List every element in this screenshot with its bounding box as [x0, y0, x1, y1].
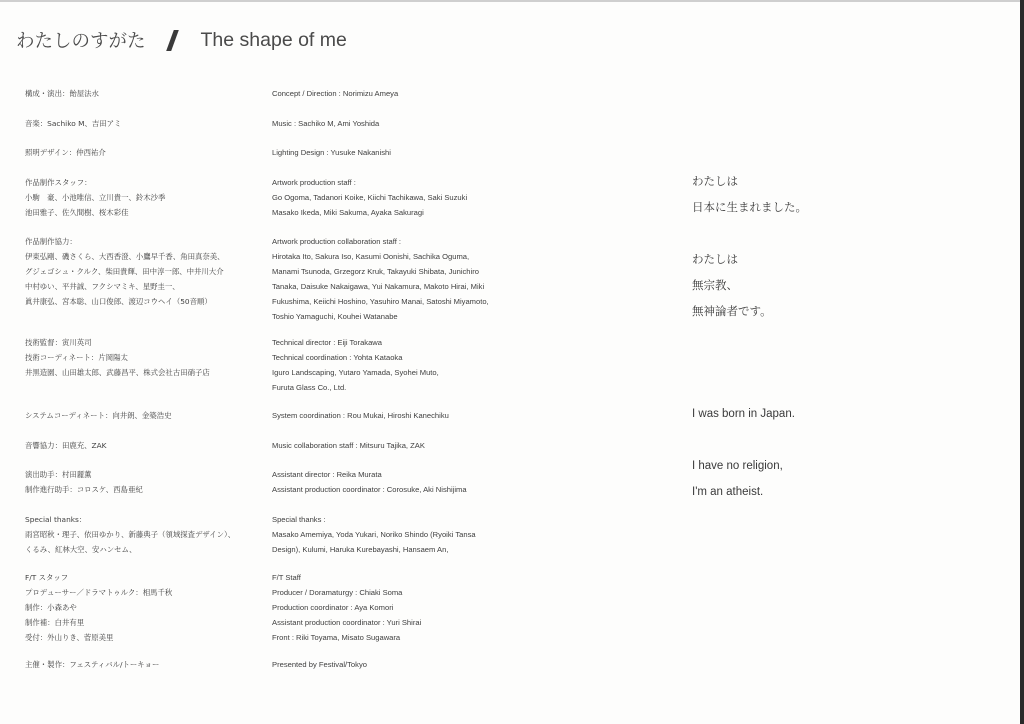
credit-en-line: Concept / Direction : Norimizu Ameya — [272, 89, 399, 98]
credit-jp-block — [25, 467, 260, 497]
credit-jp-line: プロデューサー／ドラマトゥルク：相馬千秋 — [25, 588, 173, 597]
credit-en-line: Technical director : Eiji Torakawa — [272, 338, 383, 347]
credit-en-line: Assistant production coordinator : Corosuke, Aki Nishijima — [272, 485, 467, 494]
credit-en-line: Artwork production staff : — [272, 178, 356, 187]
credit-en-block — [272, 657, 504, 672]
statement-line: 無神論者です。 — [692, 304, 772, 318]
credit-en-block — [272, 408, 504, 423]
title-en: The shape of me — [200, 28, 347, 51]
credit-jp-line: Special thanks： — [25, 515, 87, 524]
credit-jp-line: 中村ゆい、平井誠、フクシマミキ、星野圭一、 — [25, 282, 180, 291]
credit-en-line: Iguro Landscaping, Yutaro Yamada, Syohei Muto, — [272, 368, 439, 377]
credit-en-line: Production coordinator : Aya Komori — [272, 603, 394, 612]
credit-en-line: Manami Tsunoda, Grzegorz Kruk, Takayuki Shibata, Junichiro — [272, 267, 479, 276]
statement-line: わたしは — [692, 174, 738, 188]
scan-edge-top — [0, 0, 1024, 2]
credit-jp-line: 制作：小森あや — [25, 603, 77, 612]
credit-en-block — [272, 234, 504, 324]
credit-jp-line: 小駒 豪、小池唯信、立川貴一、鈴木沙季 — [25, 193, 166, 202]
credit-jp-line: 照明デザイン：仲西祐介 — [25, 148, 106, 157]
credit-jp-line: 技術コーディネート：片岡陽太 — [25, 353, 128, 362]
credit-en-line: Masako Ikeda, Miki Sakuma, Ayaka Sakuragi — [272, 208, 424, 217]
credit-jp-block — [25, 657, 260, 672]
credit-jp-line: 音響協力：田鹿充、ZAK — [25, 441, 107, 450]
credit-en-block — [272, 175, 504, 220]
statement-line: I'm an atheist. — [692, 486, 764, 498]
statement-line: 日本に生まれました。 — [692, 200, 807, 214]
credit-jp-line: 作品制作協力： — [25, 237, 77, 246]
credit-en-block — [272, 570, 504, 645]
credit-en-block — [272, 145, 504, 160]
credit-en-line: Presented by Festival/Tokyo — [272, 660, 367, 669]
statement-line: I have no religion, — [692, 460, 783, 472]
credit-en-line: System coordination : Rou Mukai, Hiroshi Kanechiku — [272, 411, 449, 420]
credit-jp-line: 演出助手：村田麗薫 — [25, 470, 92, 479]
credit-en-line: Hirotaka Ito, Sakura Iso, Kasumi Oonishi, Sachika Oguma, — [272, 252, 470, 261]
credit-jp-line: 制作進行助手：コロスケ、西島亜紀 — [25, 485, 143, 494]
credit-en-line: Masako Amemiya, Yoda Yukari, Noriko Shindo (Ryoiki Tansa — [272, 530, 476, 539]
credit-en-block — [272, 335, 504, 395]
credit-en-line: Design), Kulumi, Haruka Kurebayashi, Hansaem An, — [272, 545, 449, 554]
credit-jp-block — [25, 116, 260, 131]
credit-en-line: Assistant director : Reika Murata — [272, 470, 382, 479]
credit-en-block — [272, 512, 504, 557]
credit-jp-line: F/T スタッフ — [25, 573, 69, 582]
credit-jp-block — [25, 145, 260, 160]
credit-en-block — [272, 86, 504, 101]
credit-jp-line: 主催・製作：フェスティバル/トーキョー — [25, 660, 160, 669]
credit-en-line: F/T Staff — [272, 573, 301, 582]
credit-en-line: Producer / Doramaturgy : Chiaki Soma — [272, 588, 403, 597]
credit-jp-line: 伊東弘剛、磯さくら、大西香澄、小鷹早千香、角田真奈美、 — [25, 252, 225, 261]
credit-jp-line: 受付：外山りき、菅原美里 — [25, 633, 114, 642]
credit-en-line: Music : Sachiko M, Ami Yoshida — [272, 119, 380, 128]
credit-jp-block — [25, 570, 260, 645]
title-jp: わたしのすがた — [16, 31, 146, 52]
credit-jp-line: 制作補：白井有里 — [25, 618, 85, 627]
credit-jp-line: システムコーディネート：向井朗、金築浩史 — [25, 411, 172, 420]
credit-jp-line: 雨宮昭秋・理子、依田ゆかり、新藤典子（領域探査デザイン）、 — [25, 530, 236, 539]
credit-jp-block — [25, 335, 260, 380]
credit-jp-line: 眞井康弘、宮本聡、山口俊郎、渡辺コウヘイ（50音順） — [25, 297, 212, 306]
page-title — [16, 26, 347, 54]
credit-jp-line: グジェゴシュ・クルク、柴田貴輝、田中淳一郎、中井川大介 — [25, 267, 224, 276]
scan-edge-right — [1020, 0, 1024, 724]
credit-en-line: Front : Riki Toyama, Misato Sugawara — [272, 633, 401, 642]
credit-jp-block — [25, 512, 260, 557]
credit-en-line: Fukushima, Keiichi Hoshino, Yasuhiro Manai, Satoshi Miyamoto, — [272, 297, 489, 306]
credit-jp-line: 井黒造園、山田雄太郎、武藤昌平、株式会社古田硝子店 — [25, 368, 210, 377]
credit-jp-line: 池田雅子、佐久間樹、桜木彩佳 — [25, 208, 129, 217]
statement-line: 無宗教、 — [692, 278, 738, 292]
credit-en-block — [272, 467, 504, 497]
credit-en-line: Go Ogoma, Tadanori Koike, Kiichi Tachikawa, Saki Suzuki — [272, 193, 468, 202]
slash-mark — [166, 30, 179, 51]
credit-jp-block — [25, 86, 260, 101]
credit-jp-line: 音楽：Sachiko M、吉田アミ — [25, 119, 122, 128]
credit-en-block — [272, 116, 504, 131]
credit-jp-line: 技術監督：寅川英司 — [25, 338, 92, 347]
credit-en-line: Assistant production coordinator : Yuri Shirai — [272, 618, 422, 627]
credit-jp-line: 構成・演出：飴屋法水 — [25, 89, 99, 98]
credit-en-line: Tanaka, Daisuke Nakaigawa, Yui Nakamura, Makoto Hirai, Miki — [272, 282, 485, 291]
statement-line: I was born in Japan. — [692, 408, 795, 420]
credit-jp-block — [25, 234, 260, 309]
credit-jp-block — [25, 438, 260, 453]
credit-jp-line: くるみ、紅林大空、安ハンセム、 — [25, 545, 137, 554]
credit-en-line: Special thanks : — [272, 515, 326, 524]
credit-en-line: Artwork production collaboration staff : — [272, 237, 402, 246]
credit-en-line: Technical coordination : Yohta Kataoka — [272, 353, 403, 362]
credit-jp-block — [25, 175, 260, 220]
credit-jp-line: 作品制作スタッフ： — [25, 178, 92, 187]
credit-en-block — [272, 438, 504, 453]
credit-en-line: Lighting Design : Yusuke Nakanishi — [272, 148, 391, 157]
credit-jp-block — [25, 408, 260, 423]
credit-en-line: Music collaboration staff : Mitsuru Tajika, ZAK — [272, 441, 425, 450]
credit-en-line: Furuta Glass Co., Ltd. — [272, 383, 347, 392]
credit-en-line: Toshio Yamaguchi, Kouhei Watanabe — [272, 312, 398, 321]
statement-line: わたしは — [692, 252, 738, 266]
